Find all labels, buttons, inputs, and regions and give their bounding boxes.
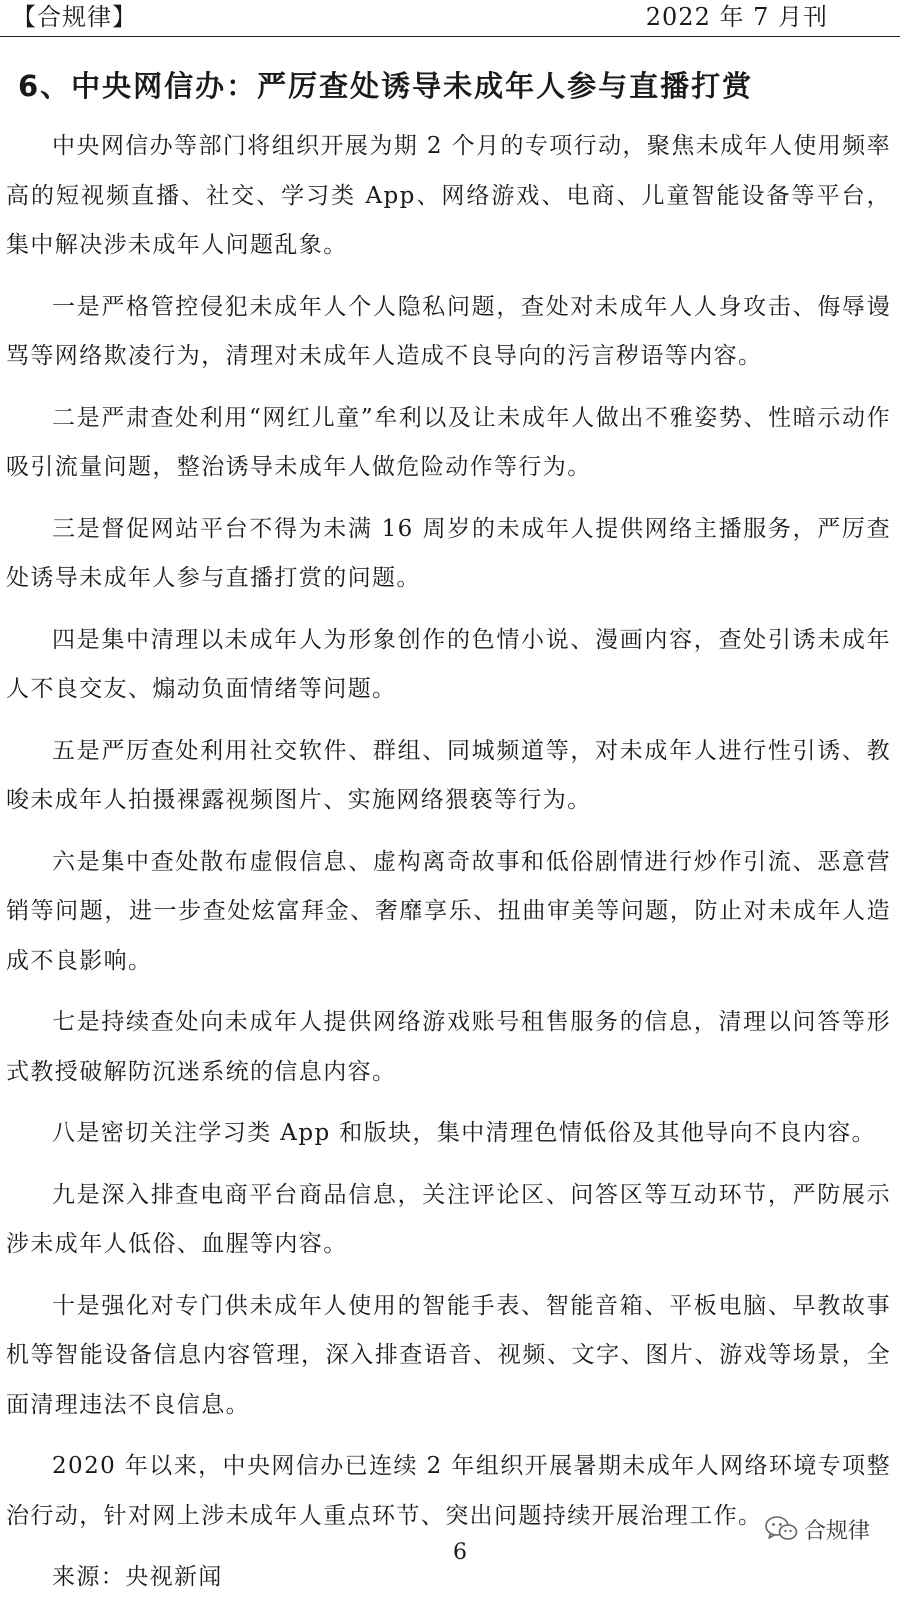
paragraph-item-1: 一是严格管控侵犯未成年人个人隐私问题，查处对未成年人人身攻击、侮辱谩骂等网络欺凌行为，清理对未成年人造成不良导向的污言秽语等内容。	[6, 293, 891, 369]
page-number: 6	[453, 1540, 467, 1565]
paragraph-item-7: 七是持续查处向未成年人提供网络游戏账号租售服务的信息，清理以问答等形式教授破解防沉迷系统的信息内容。	[6, 1009, 891, 1085]
page-header	[0, 0, 900, 36]
paragraph-conclusion: 2020 年以来，中央网信办已连续 2 年组织开展暑期未成年人网络环境专项整治行动，针对网上涉未成年人重点环节、突出问题持续开展治理工作。	[6, 1453, 891, 1529]
paragraph-item-5: 五是严厉查处利用社交软件、群组、同城频道等，对未成年人进行性引诱、教唆未成年人拍摄裸露视频图片、实施网络猥亵等行为。	[6, 737, 891, 813]
watermark-text: 合规律	[803, 1518, 870, 1544]
paragraph-item-6: 六是集中查处散布虚假信息、虚构离奇故事和低俗剧情进行炒作引流、恶意营销等问题，进一步查处炫富拜金、奢靡享乐、扭曲审美等问题，防止对未成年人造成不良影响。	[6, 848, 891, 974]
header-divider	[0, 36, 900, 37]
issue-date: 2022 年 7 月刊	[645, 3, 828, 31]
paragraph-item-4: 四是集中清理以未成年人为形象创作的色情小说、漫画内容，查处引诱未成年人不良交友、煽动负面情绪等问题。	[6, 626, 891, 702]
source-attribution: 来源：央视新闻	[52, 1564, 223, 1590]
article-title: 6、中央网信办：严厉查处诱导未成年人参与直播打赏	[18, 69, 754, 103]
paragraph-intro: 中央网信办等部门将组织开展为期 2 个月的专项行动，聚焦未成年人使用频率高的短视频直播、社交、学习类 App、网络游戏、电商、儿童智能设备等平台，集中解决涉未成年人问题乱象。	[6, 133, 891, 258]
paragraph-item-8: 八是密切关注学习类 App 和版块，集中清理色情低俗及其他导向不良内容。	[52, 1120, 877, 1146]
paragraph-item-2: 二是严肃查处利用“网红儿童”牟利以及让未成年人做出不雅姿势、性暗示动作吸引流量问题，整治诱导未成年人做危险动作等行为。	[6, 404, 891, 480]
paragraph-item-9: 九是深入排查电商平台商品信息，关注评论区、问答区等互动环节，严防展示涉未成年人低俗、血腥等内容。	[6, 1181, 891, 1257]
article-body	[6, 122, 891, 1603]
paragraph-item-10: 十是强化对专门供未成年人使用的智能手表、智能音箱、平板电脑、早教故事机等智能设备信息内容管理，深入排查语音、视频、文字、图片、游戏等场景，全面清理违法不良信息。	[6, 1292, 891, 1418]
paragraph-item-3: 三是督促网站平台不得为未满 16 周岁的未成年人提供网络主播服务，严厉查处诱导未成年人参与直播打赏的问题。	[6, 515, 891, 591]
publication-name: 【合规律】	[12, 3, 137, 31]
wechat-icon	[764, 1515, 798, 1543]
